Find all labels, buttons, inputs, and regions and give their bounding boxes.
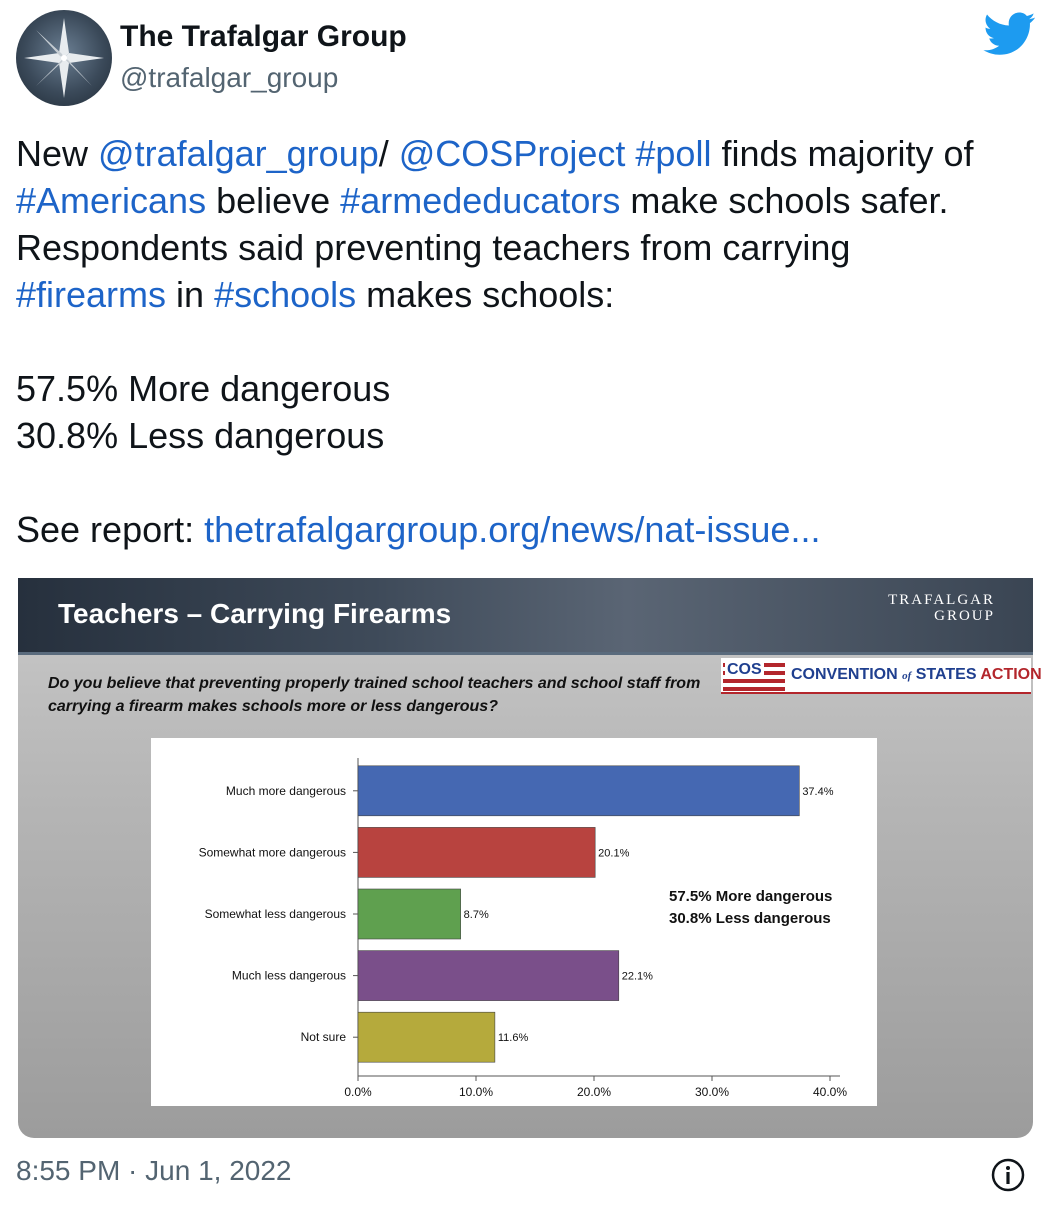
x-tick-label: 40.0% — [812, 1085, 848, 1099]
logo-line-2: GROUP — [934, 608, 995, 624]
tweet-text-segment: / — [378, 133, 399, 174]
cos-name-c: ACTION — [980, 666, 1042, 683]
hashtag-link[interactable]: #schools — [214, 274, 357, 315]
bar — [358, 889, 461, 939]
tweet-text-segment: makes schools: 57.5% More dangerous 30.8% Less dangerous See report: — [16, 274, 615, 550]
trafalgar-logo — [888, 592, 995, 624]
tweet-text-segment — [625, 133, 635, 174]
hashtag-link[interactable]: #poll — [635, 133, 712, 174]
twitter-bird-icon[interactable] — [984, 12, 1036, 56]
cos-logo — [721, 658, 1042, 694]
cos-name — [791, 666, 1042, 684]
x-tick-label: 20.0% — [576, 1085, 612, 1099]
header-rule — [18, 652, 1033, 655]
author-handle[interactable]: @trafalgar_group — [120, 62, 339, 93]
logo-line-1: TRAFALGAR — [888, 592, 995, 608]
x-tick-label: 0.0% — [344, 1085, 372, 1099]
slide-header — [18, 578, 1033, 652]
survey-question: Do you believe that preventing properly trained school teachers and school staff from carrying a firearm makes schools more or less dangerous? — [48, 675, 701, 715]
tweet-text-segment: finds majority of — [721, 133, 974, 174]
bar-chart-svg — [151, 738, 877, 1106]
author-display-name[interactable]: The Trafalgar Group — [120, 20, 407, 53]
avatar[interactable] — [16, 10, 112, 106]
bar — [358, 766, 799, 816]
bar-chart — [151, 738, 877, 1106]
report-link[interactable]: thetrafalgargroup.org/news/nat-issue... — [204, 509, 821, 550]
compass-rose-icon — [16, 10, 112, 106]
value-label: 20.1% — [598, 847, 630, 860]
tweet-text — [16, 130, 1046, 553]
category-label: Not sure — [300, 1030, 346, 1045]
x-tick-label: 30.0% — [694, 1085, 730, 1099]
tweet-text-segment: in — [166, 274, 215, 315]
tweet-timestamp[interactable]: 8:55 PM · Jun 1, 2022 — [16, 1155, 292, 1186]
tweet-image-card[interactable] — [18, 578, 1042, 1138]
hashtag-link[interactable]: #armededucators — [340, 180, 621, 221]
category-label: Much less dangerous — [231, 968, 346, 983]
info-icon[interactable] — [990, 1157, 1026, 1193]
value-label: 37.4% — [802, 785, 834, 798]
tweet-text-segment: believe — [206, 180, 341, 221]
tweet-text-segment: New — [16, 133, 99, 174]
bar — [358, 951, 619, 1001]
category-label: Much more dangerous — [225, 783, 346, 798]
bar — [358, 827, 595, 877]
category-label: Somewhat less dangerous — [204, 907, 346, 921]
slide-title: Teachers – Carrying Firearms — [58, 598, 452, 629]
category-label: Somewhat more dangerous — [198, 845, 346, 860]
bar — [358, 1012, 495, 1062]
cos-name-b: STATES — [911, 666, 981, 683]
mention-link[interactable]: @COSProject — [398, 133, 626, 174]
tweet-text-segment: make schools safer. Respondents said preventing teachers from carrying — [16, 180, 949, 268]
cos-letters: COS — [727, 661, 762, 678]
value-label: 8.7% — [463, 909, 489, 921]
cos-name-a: CONVENTION — [791, 666, 903, 683]
x-tick-label: 10.0% — [458, 1085, 494, 1099]
value-label: 11.6% — [497, 1032, 529, 1045]
hashtag-link[interactable]: #Americans — [16, 180, 207, 221]
cos-name-of: of — [902, 670, 912, 682]
mention-link[interactable]: @trafalgar_group — [98, 133, 379, 174]
chart-annotation: 57.5% More dangerous — [669, 888, 833, 905]
value-label: 22.1% — [621, 970, 653, 983]
hashtag-link[interactable]: #firearms — [16, 274, 167, 315]
chart-annotation: 30.8% Less dangerous — [669, 910, 831, 927]
